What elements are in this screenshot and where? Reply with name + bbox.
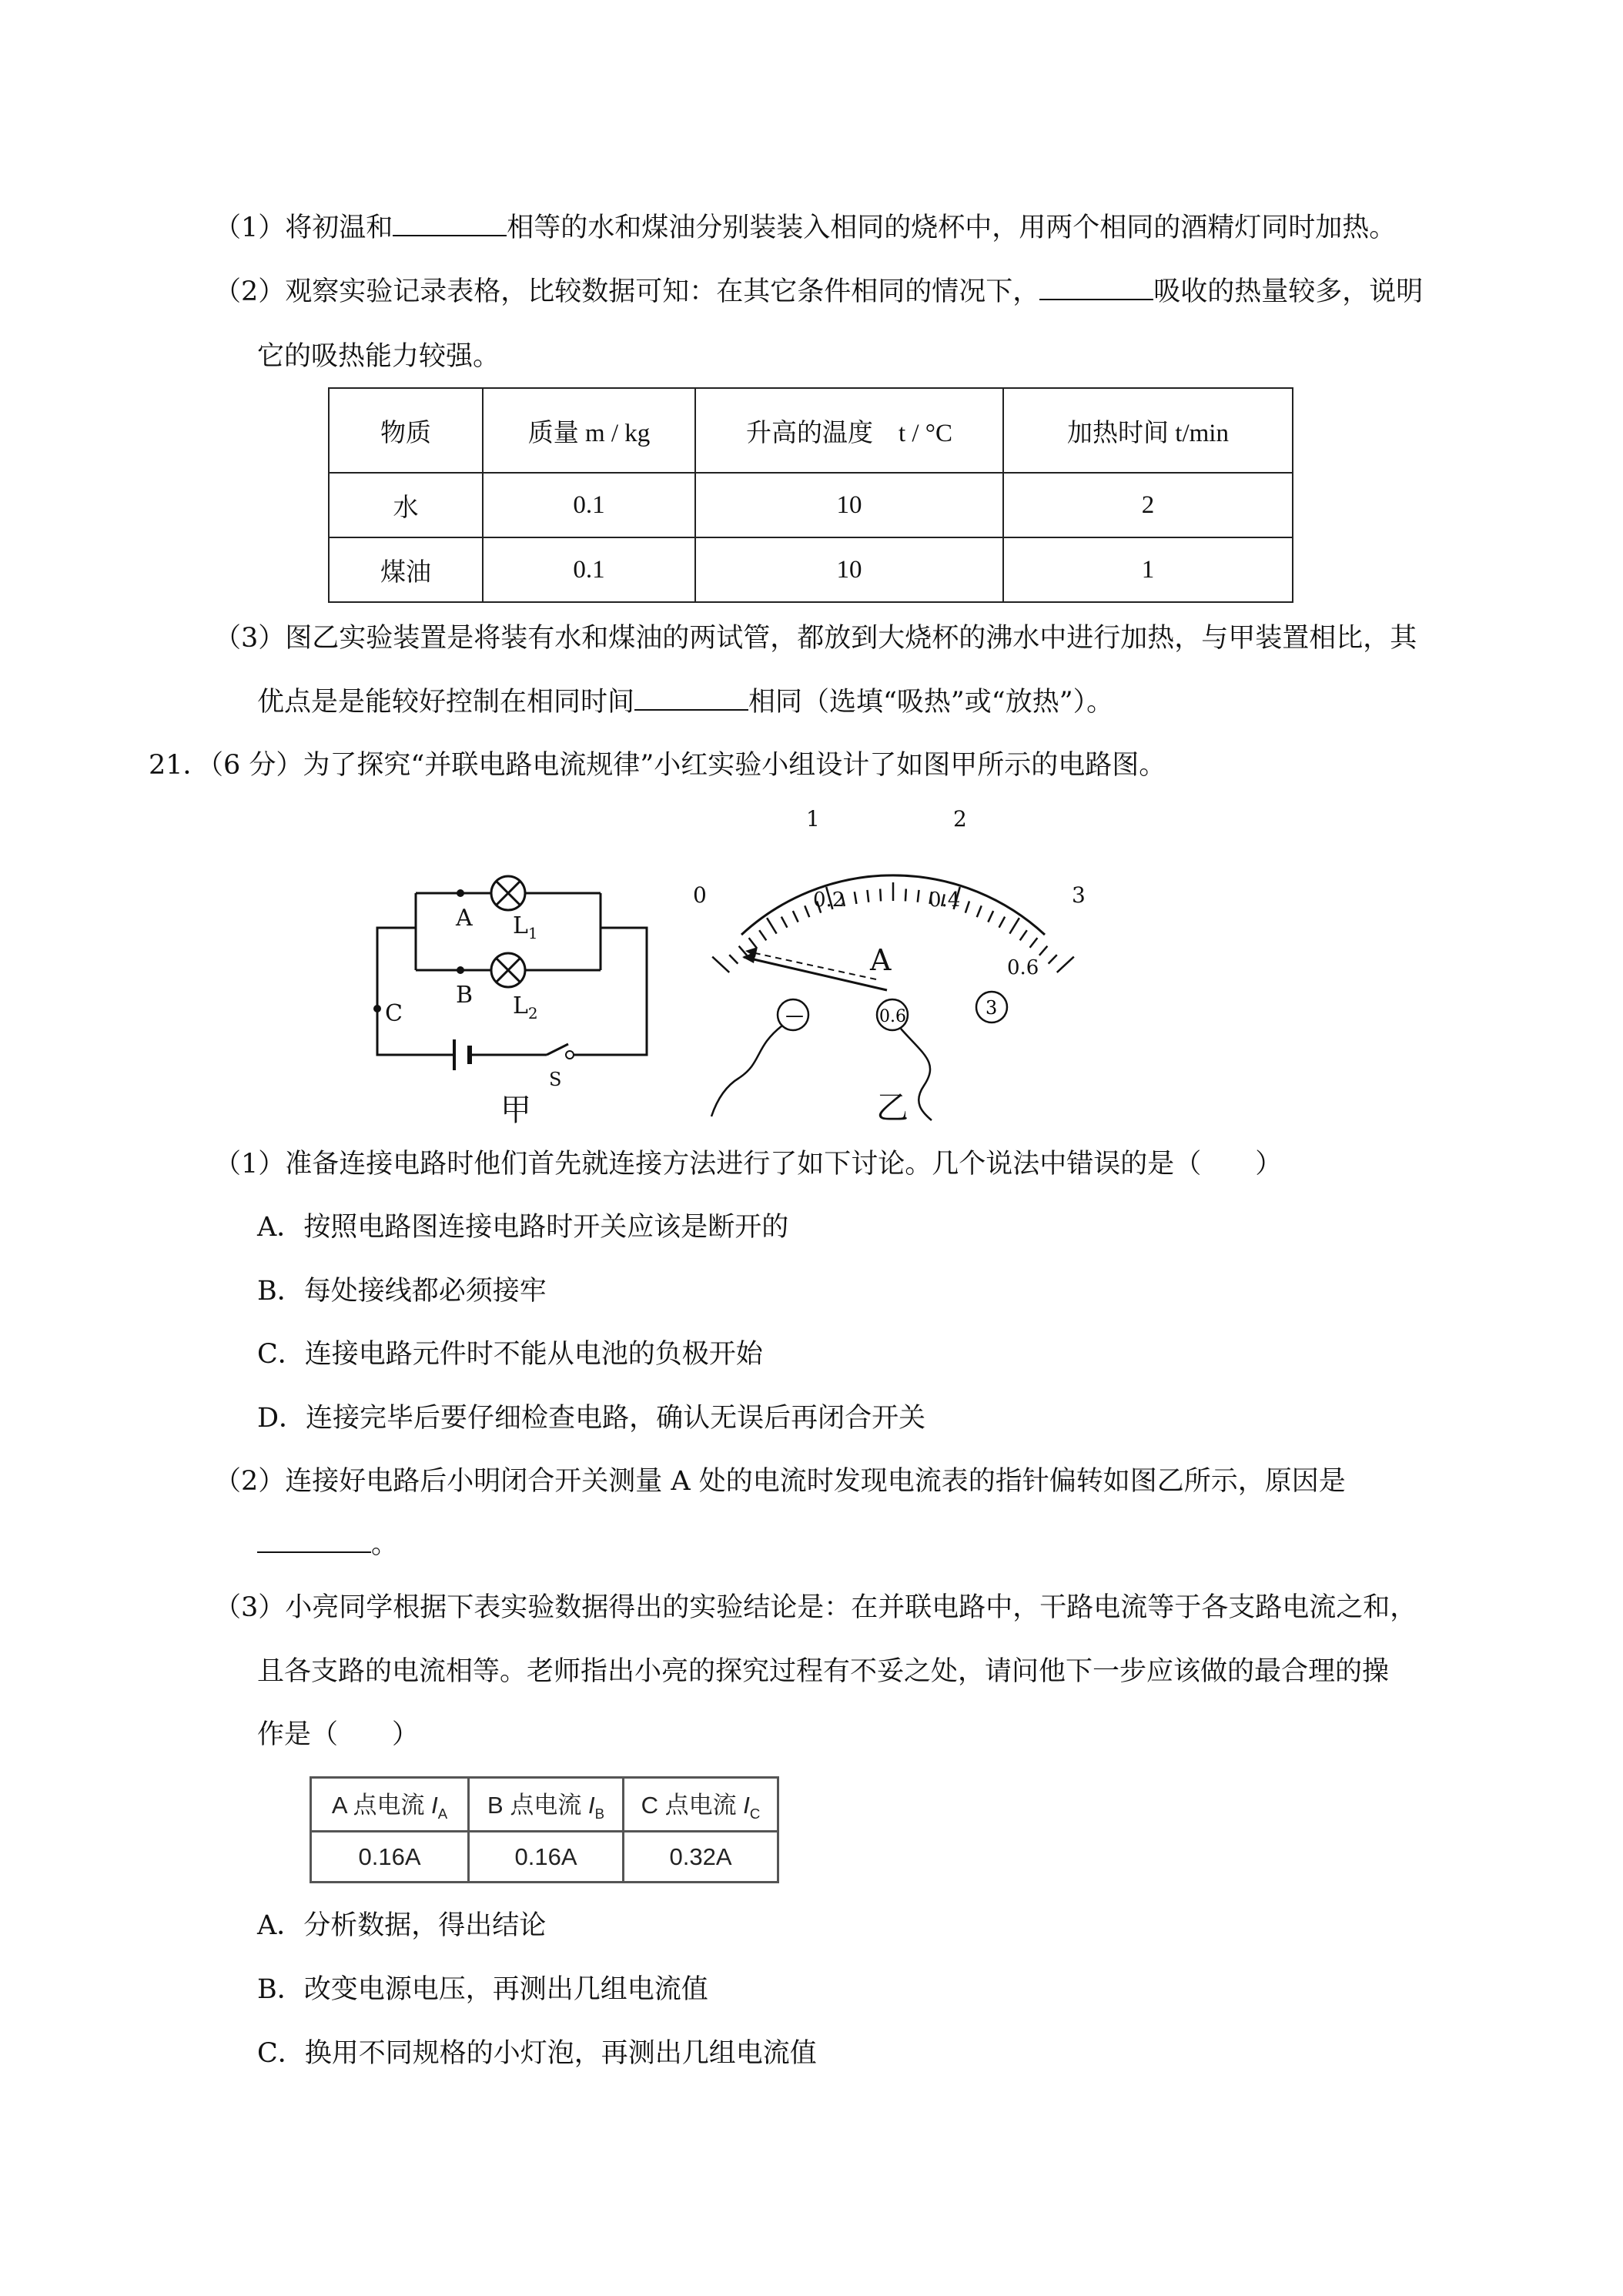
table-cell: 2 [1003, 473, 1293, 537]
q21-sub3-text-c: 作是（ ） [257, 1719, 420, 1750]
q21-sub3-text-b: 且各支路的电流相等。老师指出小亮的探究过程有不妥之处，请问他下一步应该做的最合理的操 [257, 1656, 1390, 1687]
terminal-label-3: 3 [986, 997, 998, 1019]
q20-part1 [214, 211, 1396, 245]
q21-sub1-stem: （1）准备连接电路时他们首先就连接方法进行了如下讨论。几个说法中错误的是（ ） [214, 1149, 1283, 1180]
scale-tick [729, 955, 738, 963]
q21-sub2-answer-line [257, 1528, 398, 1561]
table-cell: 0.16A [469, 1832, 624, 1883]
scale-label-bottom-0-6: 0.6 [1007, 956, 1039, 979]
answer-blank-4[interactable] [257, 1528, 371, 1553]
q21-sub1-option-a[interactable]: A．按照电路图连接电路时开关应该是断开的 [257, 1212, 789, 1243]
scale-tick [793, 911, 798, 922]
scale-tick [1049, 955, 1057, 963]
figure-caption-jia: 甲 [500, 1093, 531, 1128]
label-l2: $L_2$ [513, 992, 538, 1022]
answer-blank-2[interactable] [1039, 276, 1153, 300]
scale-label-top-3: 3 [1072, 882, 1086, 908]
table-cell: 0.1 [483, 537, 695, 602]
ammeter-dial [678, 801, 1109, 1132]
table-header-heating-time: 加热时间 t/min [1003, 388, 1293, 473]
scale-tick [1039, 946, 1047, 956]
label-point-a: A [456, 905, 473, 932]
circuit-diagram [362, 870, 654, 1132]
scale-tick [781, 917, 788, 928]
scale-tick [805, 905, 809, 917]
scale-tick [1057, 957, 1074, 972]
table-cell: 0.1 [483, 473, 695, 537]
answer-blank-3[interactable] [634, 686, 748, 711]
table-row [329, 473, 1293, 537]
q20-part1-text-b: 相等的水和煤油分别装装入相同的烧杯中，用两个相同的酒精灯同时加热。 [507, 213, 1397, 243]
table-cell: 水 [329, 473, 483, 537]
q20-data-table [328, 387, 1293, 603]
scale-tick [712, 957, 729, 972]
table-row [311, 1832, 778, 1883]
table-header-substance: 物质 [329, 388, 483, 473]
table-cell: 1 [1003, 537, 1293, 602]
label-switch-s: S [549, 1069, 562, 1090]
scale-tick [1009, 918, 1019, 933]
scale-tick [880, 889, 881, 901]
table-cell: 10 [695, 473, 1003, 537]
table-header-point-a: A 点电流 $I_A$ [311, 1778, 469, 1832]
scale-tick [759, 930, 766, 940]
q20-part3-text-c: 相同（选填“吸热”或“放热”）。 [748, 687, 1114, 718]
scale-tick [767, 918, 777, 933]
label-point-b: B [456, 982, 474, 1009]
terminal-label-0-6: 0.6 [879, 1007, 906, 1026]
scale-tick [1020, 930, 1027, 940]
q21-sub3-option-c[interactable]: C．换用不同规格的小灯泡，再测出几组电流值 [257, 2038, 817, 2069]
q21-sub1-option-b[interactable]: B．每处接线都必须接牢 [257, 1276, 547, 1307]
scale-tick [867, 890, 868, 902]
q20-part3-text-b: 优点是是能较好控制在相同时间 [257, 687, 635, 718]
q20-part2-text-c: 它的吸热能力较强。 [257, 341, 500, 372]
q20-part1-text-a: （1）将初温和 [214, 213, 393, 243]
table-header-temp-rise: 升高的温度 t / °C [695, 388, 1003, 473]
label-point-c: C [385, 1000, 403, 1027]
scale-tick [1030, 938, 1038, 948]
label-l1: $L_1$ [513, 912, 538, 942]
q21-sub1-option-d[interactable]: D．连接完毕后要仔细检查电路，确认无误后再闭合开关 [257, 1403, 926, 1434]
q21-sub3-option-a[interactable]: A．分析数据，得出结论 [257, 1910, 547, 1941]
scale-tick [977, 905, 982, 917]
q21-current-table [310, 1776, 779, 1883]
scale-label-bottom-0-2: 0.2 [813, 889, 845, 912]
scale-tick [749, 938, 757, 948]
q20-part3-text-a: （3）图乙实验装置是将装有水和煤油的两试管，都放到大烧杯的沸水中进行加热，与甲装置相比，其 [214, 623, 1417, 654]
scale-tick [965, 901, 969, 912]
q21-title: 21．（6 分）为了探究“并联电路电流规律”小红实验小组设计了如图甲所示的电路图。 [149, 750, 1166, 781]
q21-sub2-text-b: 。 [371, 1529, 399, 1560]
q21-sub3-option-b[interactable]: B．改变电源电压，再测出几组电流值 [257, 1974, 708, 2005]
q21-sub2-text-a: （2）连接好电路后小明闭合开关测量 A 处的电流时发现电流表的指针偏转如图乙所示，原因是 [214, 1466, 1346, 1497]
table-cell: 煤油 [329, 537, 483, 602]
q21-sub1-option-c[interactable]: C．连接电路元件时不能从电池的负极开始 [257, 1339, 763, 1370]
scale-label-top-1: 1 [806, 806, 820, 832]
table-cell: 0.32A [624, 1832, 778, 1883]
q20-part2 [214, 275, 1423, 309]
q20-part3 [257, 685, 1113, 719]
scale-label-top-2: 2 [953, 806, 967, 832]
table-header-point-b: B 点电流 $I_B$ [469, 1778, 624, 1832]
scale-tick [905, 889, 906, 901]
scale-tick [739, 946, 747, 956]
q20-part2-text-b: 吸收的热量较多，说明 [1153, 276, 1424, 307]
scale-label-bottom-0-4: 0.4 [929, 889, 961, 912]
q21-sub3-text-a: （3）小亮同学根据下表实验数据得出的实验结论是：在并联电路中，干路电流等于各支路电流之和， [214, 1592, 1417, 1623]
meter-unit-label: A [870, 943, 892, 977]
scale-label-top-0: 0 [693, 882, 707, 908]
scale-tick [918, 890, 919, 902]
table-cell: 10 [695, 537, 1003, 602]
scale-tick [999, 917, 1006, 928]
terminal-label-negative: — [785, 1005, 804, 1026]
table-row [329, 537, 1293, 602]
table-header-mass: 质量 m / kg [483, 388, 695, 473]
answer-blank-1[interactable] [393, 212, 507, 236]
table-cell: 0.16A [311, 1832, 469, 1883]
scale-tick [855, 892, 857, 904]
figure-caption-yi: 乙 [876, 1089, 909, 1126]
scale-tick [988, 911, 993, 922]
q20-part2-text-a: （2）观察实验记录表格，比较数据可知：在其它条件相同的情况下， [214, 276, 1040, 307]
table-header-point-c: C 点电流 $I_C$ [624, 1778, 778, 1832]
